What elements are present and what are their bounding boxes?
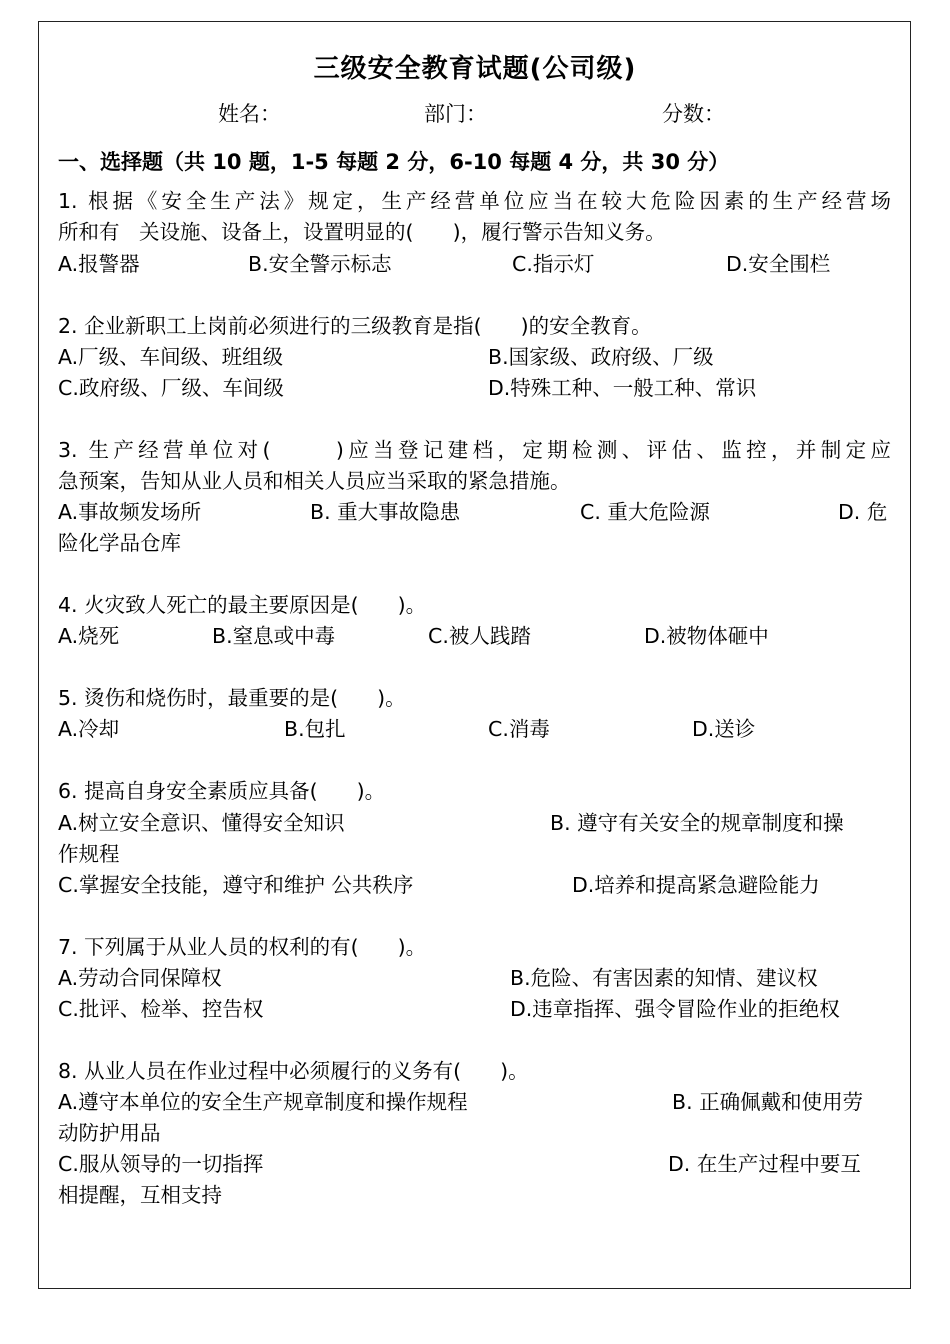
name-label: 姓名： <box>218 102 281 126</box>
question-5-option-c: C.消毒 <box>488 717 550 741</box>
question-1-option-b: B.安全警示标志 <box>248 252 392 276</box>
question-1-stem-line-2: 所和有 关设施、设备上，设置明显的( )，履行警示告知义务。 <box>58 220 666 244</box>
question-3-option-d-continued: 险化学品仓库 <box>58 531 181 555</box>
question-1-stem-line-1: 1. 根据《安全生产法》规定，生产经营单位应当在较大危险因素的生产经营场 <box>58 189 891 213</box>
question-8-option-b-continued: 动防护用品 <box>58 1121 161 1145</box>
question-6-option-b: B. 遵守有关安全的规章制度和操 <box>550 811 844 835</box>
question-6-option-a: A.树立安全意识、懂得安全知识 <box>58 811 345 835</box>
page-title: 三级安全教育试题(公司级) <box>313 54 637 84</box>
question-8-stem: 8. 从业人员在作业过程中必须履行的义务有( )。 <box>58 1059 529 1083</box>
question-5-option-a: A.冷却 <box>58 717 120 741</box>
question-6-option-d: D.培养和提高紧急避险能力 <box>572 873 820 897</box>
score-label: 分数： <box>662 102 725 126</box>
question-2-stem: 2. 企业新职工上岗前必须进行的三级教育是指( )的安全教育。 <box>58 314 652 338</box>
question-8-option-c: C.服从领导的一切指挥 <box>58 1152 264 1176</box>
question-3-option-c: C. 重大危险源 <box>580 500 710 524</box>
question-7-option-a: A.劳动合同保障权 <box>58 966 222 990</box>
question-2-option-b: B.国家级、政府级、厂级 <box>488 345 714 369</box>
question-8-option-d: D. 在生产过程中要互 <box>668 1152 861 1176</box>
section-heading: 一、选择题（共 10 题，1-5 每题 2 分，6-10 每题 4 分，共 30 分） <box>58 150 730 174</box>
question-8-option-d-continued: 相提醒，互相支持 <box>58 1183 222 1207</box>
header-fields <box>0 98 950 128</box>
question-4-option-a: A.烧死 <box>58 624 120 648</box>
question-7-option-b: B.危险、有害因素的知情、建议权 <box>510 966 818 990</box>
question-6-option-c: C.掌握安全技能，遵守和维护 公共秩序 <box>58 873 414 897</box>
question-4-option-d: D.被物体砸中 <box>644 624 769 648</box>
question-3-stem-line-2: 急预案，告知从业人员和相关人员应当采取的紧急措施。 <box>58 469 571 493</box>
question-1-option-d: D.安全围栏 <box>726 252 831 276</box>
question-3-option-b: B. 重大事故隐患 <box>310 500 461 524</box>
question-2-option-c: C.政府级、厂级、车间级 <box>58 376 284 400</box>
question-2-option-d: D.特殊工种、一般工种、常识 <box>488 376 757 400</box>
question-3-option-d: D. 危 <box>838 500 888 524</box>
question-8-option-b: B. 正确佩戴和使用劳 <box>672 1090 864 1114</box>
question-4-option-c: C.被人践踏 <box>428 624 531 648</box>
question-2-option-a: A.厂级、车间级、班组级 <box>58 345 284 369</box>
question-3-stem-line-1: 3. 生产经营单位对( )应当登记建档，定期检测、评估、监控，并制定应 <box>58 438 891 462</box>
question-5-option-d: D.送诊 <box>692 717 756 741</box>
question-4-option-b: B.窒息或中毒 <box>212 624 336 648</box>
question-7-stem: 7. 下列属于从业人员的权利的有( )。 <box>58 935 427 959</box>
question-6-option-b-continued: 作规程 <box>58 842 120 866</box>
question-3-option-a: A.事故频发场所 <box>58 500 202 524</box>
question-1-option-c: C.指示灯 <box>512 252 595 276</box>
question-1-option-a: A.报警器 <box>58 252 140 276</box>
question-7-option-d: D.违章指挥、强令冒险作业的拒绝权 <box>510 997 840 1021</box>
question-7-option-c: C.批评、检举、控告权 <box>58 997 264 1021</box>
question-6-stem: 6. 提高自身安全素质应具备( )。 <box>58 779 386 803</box>
question-5-option-b: B.包扎 <box>284 717 346 741</box>
question-5-stem: 5. 烫伤和烧伤时，最重要的是( )。 <box>58 686 406 710</box>
question-8-option-a: A.遵守本单位的安全生产规章制度和操作规程 <box>58 1090 468 1114</box>
dept-label: 部门： <box>424 102 487 126</box>
question-4-stem: 4. 火灾致人死亡的最主要原因是( )。 <box>58 593 427 617</box>
